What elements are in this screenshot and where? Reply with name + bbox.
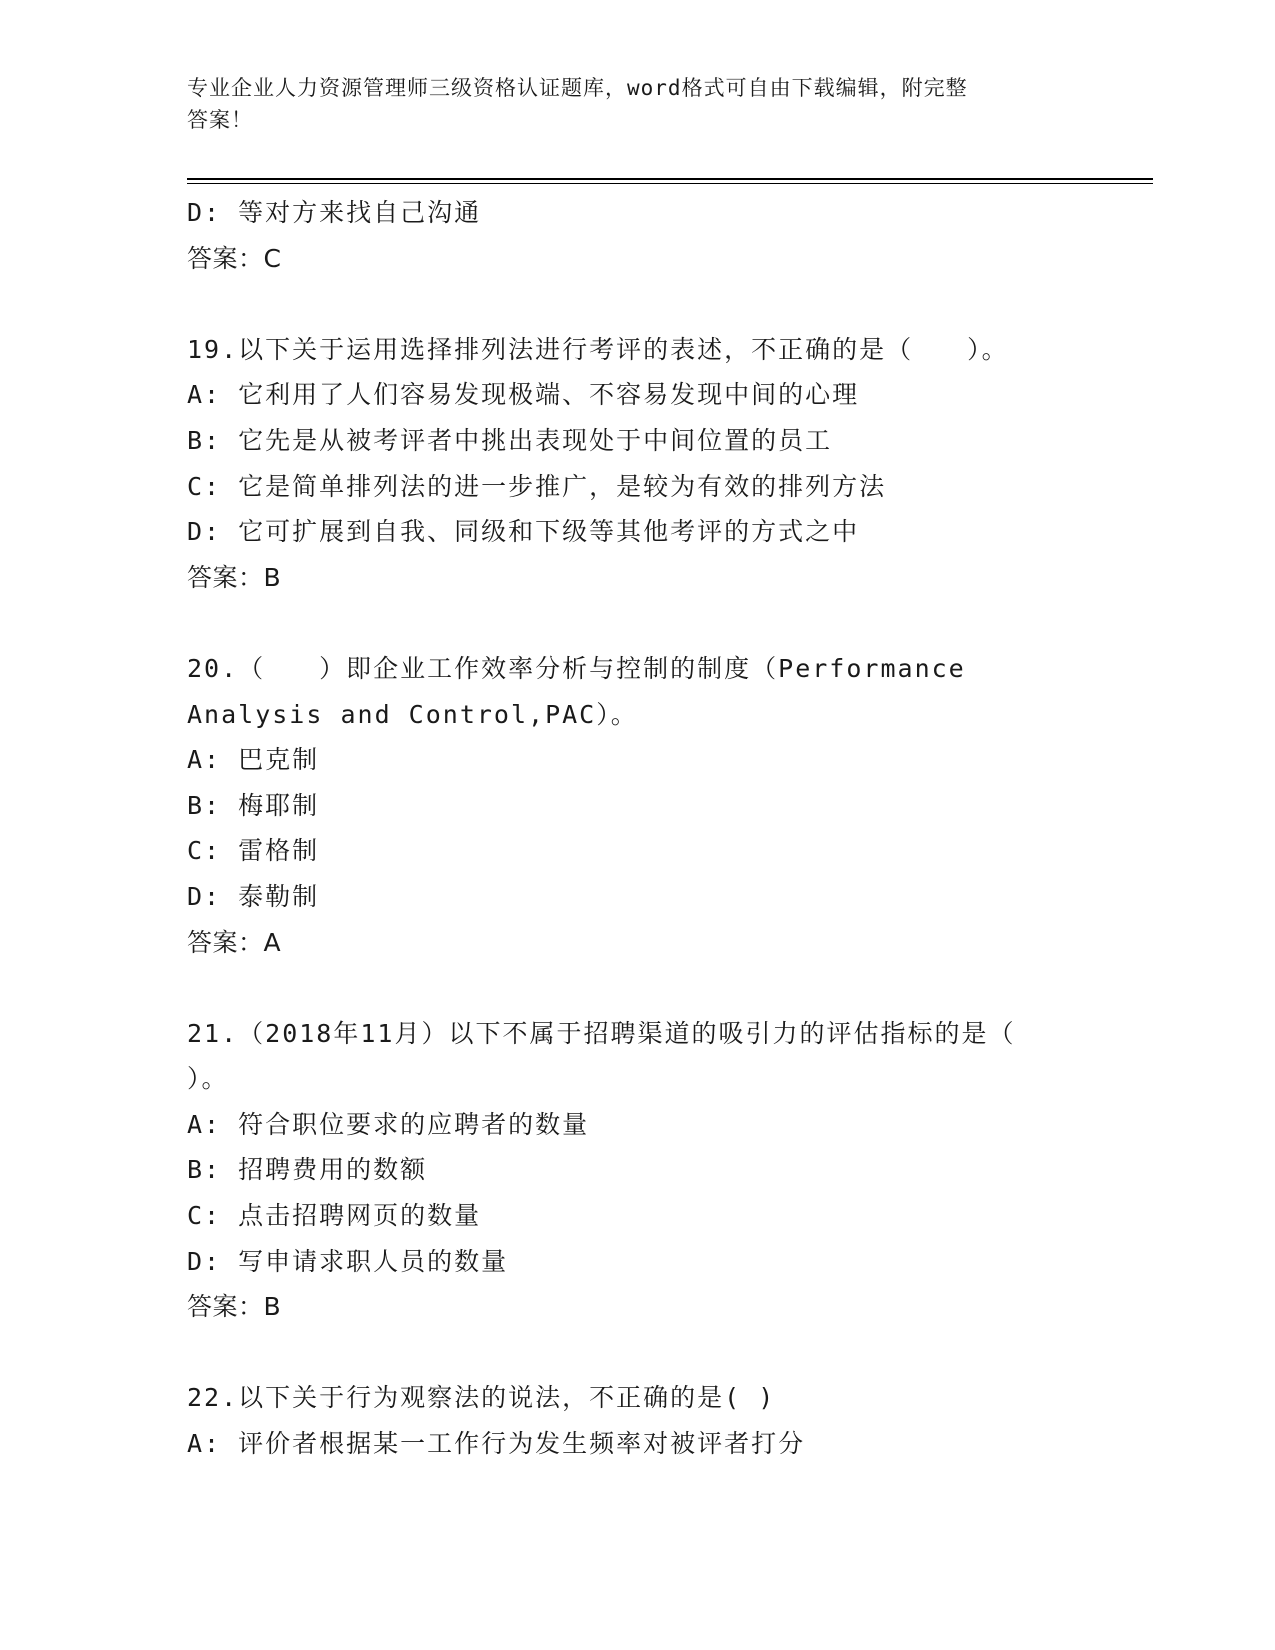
q20-option-c: C: 雷格制 (187, 836, 320, 866)
document-header (187, 72, 1067, 136)
q21-option-d: D: 写申请求职人员的数量 (187, 1246, 509, 1276)
q21-answer: 答案：B (187, 1292, 282, 1322)
q22-stem: 22.以下关于行为观察法的说法，不正确的是( ) (187, 1383, 776, 1413)
spacer (187, 965, 1107, 1011)
q21-option-a: A: 符合职位要求的应聘者的数量 (187, 1109, 590, 1139)
q21-stem-line-1: 21.（2018年11月）以下不属于招聘渠道的吸引力的评估指标的是（ (187, 1018, 1016, 1048)
q20-option-a: A: 巴克制 (187, 745, 320, 775)
q19-stem: 19.以下关于运用选择排列法进行考评的表述，不正确的是（ ）。 (187, 334, 1009, 364)
q19-option-d: D: 它可扩展到自我、同级和下级等其他考评的方式之中 (187, 517, 860, 547)
q20-option-b: B: 梅耶制 (187, 790, 320, 820)
q20-answer: 答案：A (187, 927, 282, 957)
q18-option-d: D: 等对方来找自己沟通 (187, 198, 482, 227)
question-body (187, 190, 1107, 1467)
spacer (187, 1330, 1107, 1376)
header-rule-thick (187, 178, 1153, 180)
header-rule-thin (187, 183, 1153, 184)
q18-answer: 答案：C (187, 243, 282, 273)
q20-stem-line-1: 20.（ ）即企业工作效率分析与控制的制度（Performance (187, 653, 966, 683)
q19-option-b: B: 它先是从被考评者中挑出表现处于中间位置的员工 (187, 425, 833, 455)
header-line-1: 专业企业人力资源管理师三级资格认证题库，word格式可自由下载编辑，附完整 (187, 76, 968, 100)
q20-stem-line-2: Analysis and Control,PAC）。 (187, 699, 638, 729)
q22-option-a: A: 评价者根据某一工作行为发生频率对被评者打分 (187, 1429, 806, 1459)
q21-option-c: C: 点击招聘网页的数量 (187, 1201, 482, 1231)
q19-option-c: C: 它是简单排列法的进一步推广，是较为有效的排列方法 (187, 471, 887, 501)
q19-option-a: A: 它利用了人们容易发现极端、不容易发现中间的心理 (187, 380, 860, 410)
q21-stem-line-2: ）。 (187, 1064, 229, 1094)
header-line-2: 答案！ (187, 108, 253, 132)
spacer (187, 281, 1107, 327)
q20-option-d: D: 泰勒制 (187, 881, 320, 911)
spacer (187, 600, 1107, 646)
q19-answer: 答案：B (187, 562, 282, 592)
q21-option-b: B: 招聘费用的数额 (187, 1155, 428, 1185)
